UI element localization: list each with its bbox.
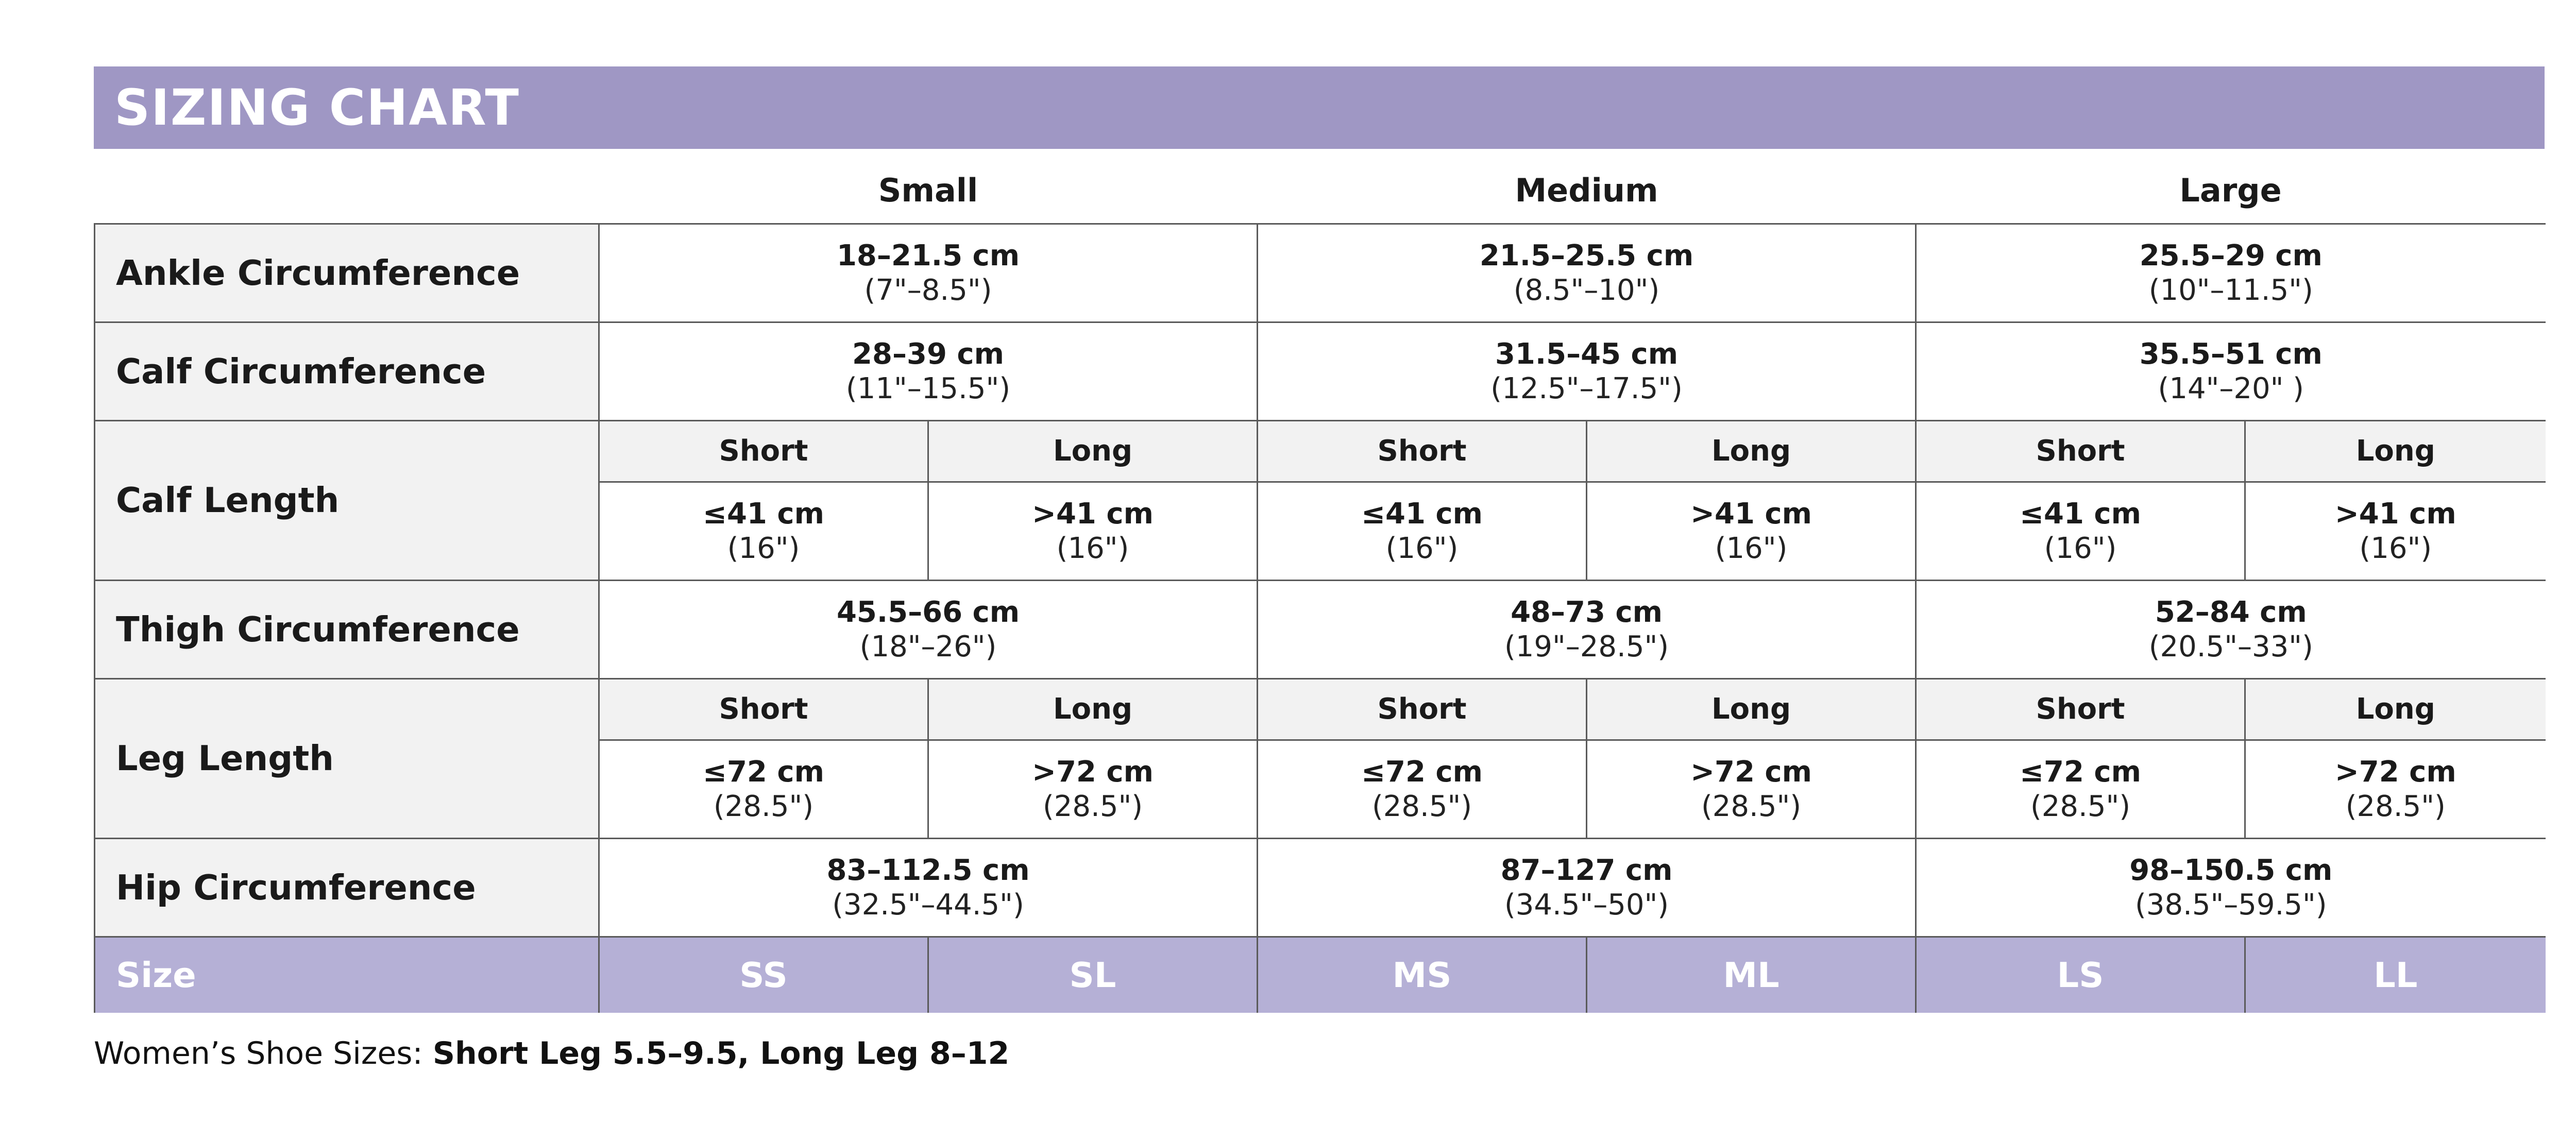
cell-ankle-medium (1258, 224, 1916, 322)
size-code-ml: ML (1587, 937, 1916, 1013)
size-code-sl: SL (928, 937, 1258, 1013)
inch-value: (28.5") (2030, 790, 2131, 823)
table-row-thigh (95, 581, 2546, 679)
inch-value: (16") (1715, 532, 1788, 565)
row-label-calf: Calf Circumference (95, 322, 599, 421)
subheader-long: Long (2245, 679, 2546, 740)
page-title: SIZING CHART (114, 79, 520, 137)
cell-leg-length-ml (1587, 740, 1916, 839)
footnote-prefix: Women’s Shoe Sizes: (94, 1035, 433, 1072)
cell-calf-length-ms (1258, 482, 1587, 581)
subheader-long: Long (1587, 421, 1916, 482)
inch-value: (28.5") (1701, 790, 1802, 823)
cm-value: >72 cm (1690, 755, 1812, 789)
row-label-hip: Hip Circumference (95, 839, 599, 937)
row-label-size: Size (95, 937, 599, 1013)
inch-value: (16") (1385, 532, 1459, 565)
cell-leg-length-ls (1916, 740, 2245, 839)
row-label-ankle: Ankle Circumference (95, 224, 599, 322)
footnote-bold: Short Leg 5.5–9.5, Long Leg 8–12 (432, 1035, 1010, 1072)
cm-value: >41 cm (1690, 497, 1812, 531)
inch-value: (20.5"–33") (2148, 630, 2313, 664)
cell-calf-length-ml (1587, 482, 1916, 581)
row-label-leg-length: Leg Length (95, 679, 599, 839)
cell-thigh-large (1916, 581, 2546, 679)
inch-value: (28.5") (2345, 790, 2446, 823)
subheader-long: Long (928, 679, 1258, 740)
size-code-ms: MS (1258, 937, 1587, 1013)
table-row-ankle (95, 224, 2546, 322)
cell-calf-length-ls (1916, 482, 2245, 581)
cell-thigh-medium (1258, 581, 1916, 679)
size-code-ll: LL (2245, 937, 2546, 1013)
cell-hip-large (1916, 839, 2546, 937)
cm-value: 18–21.5 cm (836, 239, 1020, 273)
inch-value: (34.5"–50") (1504, 888, 1669, 922)
subheader-short: Short (1258, 679, 1587, 740)
inch-value: (14"–20" ) (2158, 372, 2304, 405)
cell-leg-length-sl (928, 740, 1258, 839)
inch-value: (38.5"–59.5") (2134, 888, 2327, 922)
cell-calf-length-sl (928, 482, 1258, 581)
inch-value: (16") (727, 532, 800, 565)
table-row-size-codes (95, 937, 2546, 1013)
inch-value: (8.5"–10") (1513, 274, 1660, 307)
size-code-ss: SS (599, 937, 928, 1013)
inch-value: (28.5") (1042, 790, 1143, 823)
cell-ankle-large (1916, 224, 2546, 322)
inch-value: (11"–15.5") (845, 372, 1011, 405)
cell-leg-length-ss (599, 740, 928, 839)
cm-value: >41 cm (2334, 497, 2456, 531)
cell-hip-medium (1258, 839, 1916, 937)
inch-value: (10"–11.5") (2148, 274, 2313, 307)
inch-value: (19"–28.5") (1504, 630, 1669, 664)
cell-leg-length-ll (2245, 740, 2546, 839)
cm-value: 98–150.5 cm (2129, 853, 2333, 887)
cm-value: >41 cm (1032, 497, 1154, 531)
inch-value: (12.5"–17.5") (1490, 372, 1683, 405)
cm-value: >72 cm (1032, 755, 1154, 789)
table-row-calf-length-sub (95, 421, 2546, 482)
subheader-long: Long (1587, 679, 1916, 740)
cell-thigh-small (599, 581, 1258, 679)
sizing-table (94, 159, 2546, 1013)
inch-value: (32.5"–44.5") (832, 888, 1024, 922)
table-row-hip (95, 839, 2546, 937)
row-label-calf-length: Calf Length (95, 421, 599, 581)
inch-value: (18"–26") (859, 630, 997, 664)
size-group-small: Small (599, 159, 1258, 224)
cell-calf-large (1916, 322, 2546, 421)
cm-value: 21.5–25.5 cm (1479, 239, 1694, 273)
size-code-ls: LS (1916, 937, 2245, 1013)
cm-value: 83–112.5 cm (826, 853, 1030, 887)
table-row-calf (95, 322, 2546, 421)
cell-leg-length-ms (1258, 740, 1587, 839)
cell-calf-length-ll (2245, 482, 2546, 581)
cm-value: 25.5–29 cm (2139, 239, 2323, 273)
cm-value: ≤41 cm (1361, 497, 1483, 531)
cm-value: 48–73 cm (1511, 595, 1663, 629)
subheader-short: Short (1916, 679, 2245, 740)
size-group-header-row (95, 159, 2546, 224)
cm-value: 45.5–66 cm (836, 595, 1020, 629)
cm-value: 87–127 cm (1500, 853, 1673, 887)
cm-value: ≤41 cm (703, 497, 824, 531)
subheader-long: Long (2245, 421, 2546, 482)
size-group-large: Large (1916, 159, 2546, 224)
subheader-short: Short (1258, 421, 1587, 482)
cell-calf-medium (1258, 322, 1916, 421)
subheader-short: Short (599, 421, 928, 482)
header-blank-cell (95, 159, 599, 224)
cell-calf-length-ss (599, 482, 928, 581)
cm-value: >72 cm (2334, 755, 2456, 789)
inch-value: (28.5") (1371, 790, 1472, 823)
shoe-size-footnote (94, 1035, 1009, 1072)
cell-ankle-small (599, 224, 1258, 322)
table-row-leg-length-sub (95, 679, 2546, 740)
subheader-short: Short (1916, 421, 2245, 482)
subheader-short: Short (599, 679, 928, 740)
cm-value: 31.5–45 cm (1495, 337, 1679, 371)
subheader-long: Long (928, 421, 1258, 482)
title-bar (94, 66, 2545, 149)
cm-value: ≤41 cm (2020, 497, 2141, 531)
cm-value: 35.5–51 cm (2139, 337, 2323, 371)
size-group-medium: Medium (1258, 159, 1916, 224)
inch-value: (7"–8.5") (864, 274, 992, 307)
inch-value: (16") (2044, 532, 2117, 565)
cm-value: ≤72 cm (2020, 755, 2141, 789)
row-label-thigh: Thigh Circumference (95, 581, 599, 679)
inch-value: (16") (2359, 532, 2432, 565)
inch-value: (28.5") (713, 790, 814, 823)
cm-value: ≤72 cm (1361, 755, 1483, 789)
cm-value: 52–84 cm (2155, 595, 2307, 629)
cell-hip-small (599, 839, 1258, 937)
cm-value: ≤72 cm (703, 755, 824, 789)
cm-value: 28–39 cm (852, 337, 1004, 371)
cell-calf-small (599, 322, 1258, 421)
inch-value: (16") (1056, 532, 1129, 565)
